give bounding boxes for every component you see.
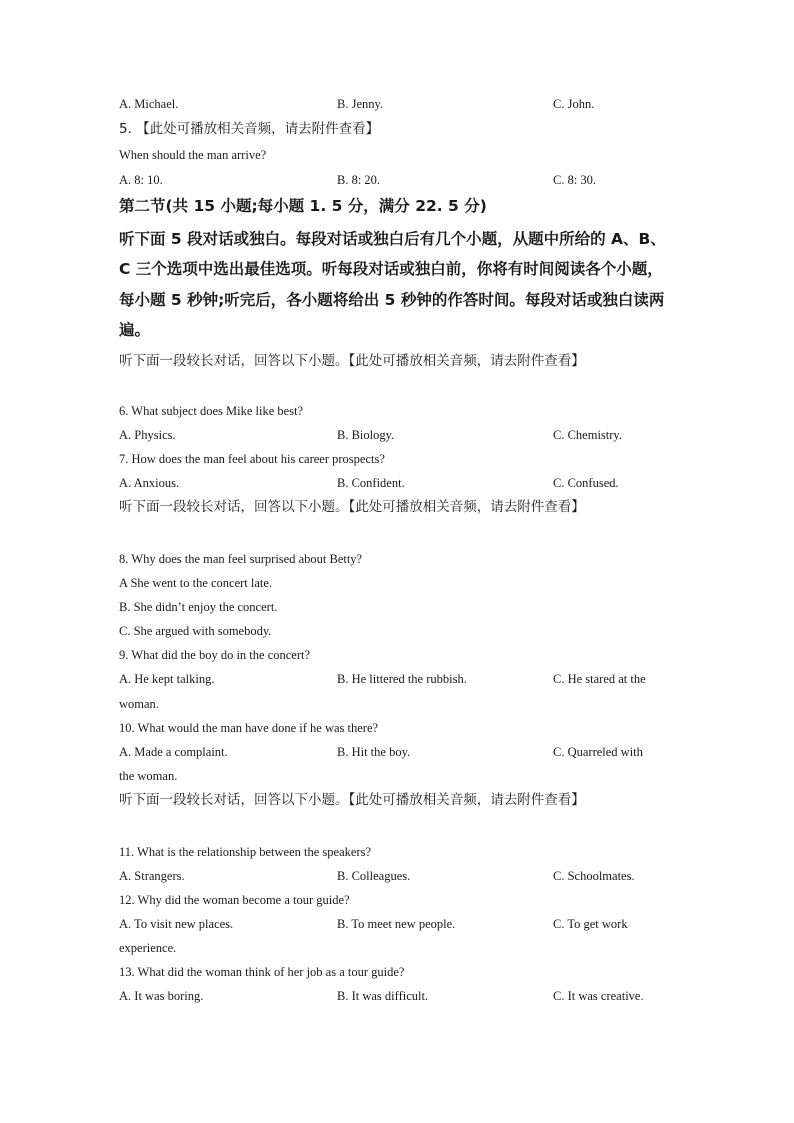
dialog-note: 听下面一段较长对话，回答以下小题。【此处可播放相关音频，请去附件查看】 [119, 499, 585, 515]
q9-option-b: B. He littered the rubbish. [337, 672, 467, 686]
q7-option-c: C. Confused. [553, 476, 619, 490]
q5-audio-marker: 5. 【此处可播放相关音频，请去附件查看】 [119, 121, 380, 137]
q7-option-b: B. Confident. [337, 476, 405, 490]
q12-question: 12. Why did the woman become a tour guide? [119, 893, 350, 907]
q10-option-c: C. Quarreled with [553, 745, 643, 759]
q7-question: 7. How does the man feel about his career prospects? [119, 452, 385, 466]
q7-option-a: A. Anxious. [119, 476, 180, 490]
q5-question: When should the man arrive? [119, 148, 267, 162]
q9-question: 9. What did the boy do in the concert? [119, 648, 311, 662]
section-2-instructions-line-3: 每小题 5 秒钟;听完后，各小题将给出 5 秒钟的作答时间。每段对话或独白读两 [119, 291, 665, 309]
q6-question: 6. What subject does Mike like best? [119, 404, 304, 418]
q11-question: 11. What is the relationship between the speakers? [119, 845, 372, 859]
q10-option-c-continued: the woman. [119, 769, 178, 783]
q13-option-b: B. It was difficult. [337, 989, 429, 1003]
q11-option-a: A. Strangers. [119, 869, 185, 883]
section-2-instructions-line-2: C 三个选项中选出最佳选项。听每段对话或独白前，你将有时间阅读各个小题， [119, 260, 663, 278]
q6-option-a: A. Physics. [119, 428, 176, 442]
section-2-instructions-line-1: 听下面 5 段对话或独白。每段对话或独白后有几个小题，从题中所给的 A、B、 [119, 230, 666, 248]
q6-option-b: B. Biology. [337, 428, 395, 442]
dialog-note: 听下面一段较长对话，回答以下小题。【此处可播放相关音频，请去附件查看】 [119, 792, 585, 808]
q4-option-a: A. Michael. [119, 97, 179, 111]
q11-option-b: B. Colleagues. [337, 869, 411, 883]
q9-option-a: A. He kept talking. [119, 672, 215, 686]
q5-option-c: C. 8: 30. [553, 173, 597, 187]
q8-option-c: C. She argued with somebody. [119, 624, 272, 638]
section-2-instructions-line-4: 遍。 [119, 321, 151, 339]
q5-option-b: B. 8: 20. [337, 173, 381, 187]
q8-option-a: A She went to the concert late. [119, 576, 273, 590]
q10-option-a: A. Made a complaint. [119, 745, 228, 759]
q10-question: 10. What would the man have done if he was there? [119, 721, 379, 735]
q12-option-a: A. To visit new places. [119, 917, 234, 931]
q11-option-c: C. Schoolmates. [553, 869, 635, 883]
q4-option-b: B. Jenny. [337, 97, 384, 111]
dialog-note: 听下面一段较长对话，回答以下小题。【此处可播放相关音频，请去附件查看】 [119, 353, 585, 369]
q8-question: 8. Why does the man feel surprised about Betty? [119, 552, 363, 566]
q4-option-c: C. John. [553, 97, 595, 111]
q13-option-a: A. It was boring. [119, 989, 204, 1003]
q12-option-c: C. To get work [553, 917, 628, 931]
q12-option-b: B. To meet new people. [337, 917, 456, 931]
section-2-title: 第二节(共 15 小题;每小题 1. 5 分，满分 22. 5 分) [119, 197, 487, 215]
q8-option-b: B. She didn’t enjoy the concert. [119, 600, 278, 614]
q6-option-c: C. Chemistry. [553, 428, 622, 442]
q12-option-c-continued: experience. [119, 941, 177, 955]
q13-question: 13. What did the woman think of her job as a tour guide? [119, 965, 405, 979]
q10-option-b: B. Hit the boy. [337, 745, 411, 759]
q9-option-c-continued: woman. [119, 697, 159, 711]
q9-option-c: C. He stared at the [553, 672, 646, 686]
q5-option-a: A. 8: 10. [119, 173, 163, 187]
q13-option-c: C. It was creative. [553, 989, 644, 1003]
